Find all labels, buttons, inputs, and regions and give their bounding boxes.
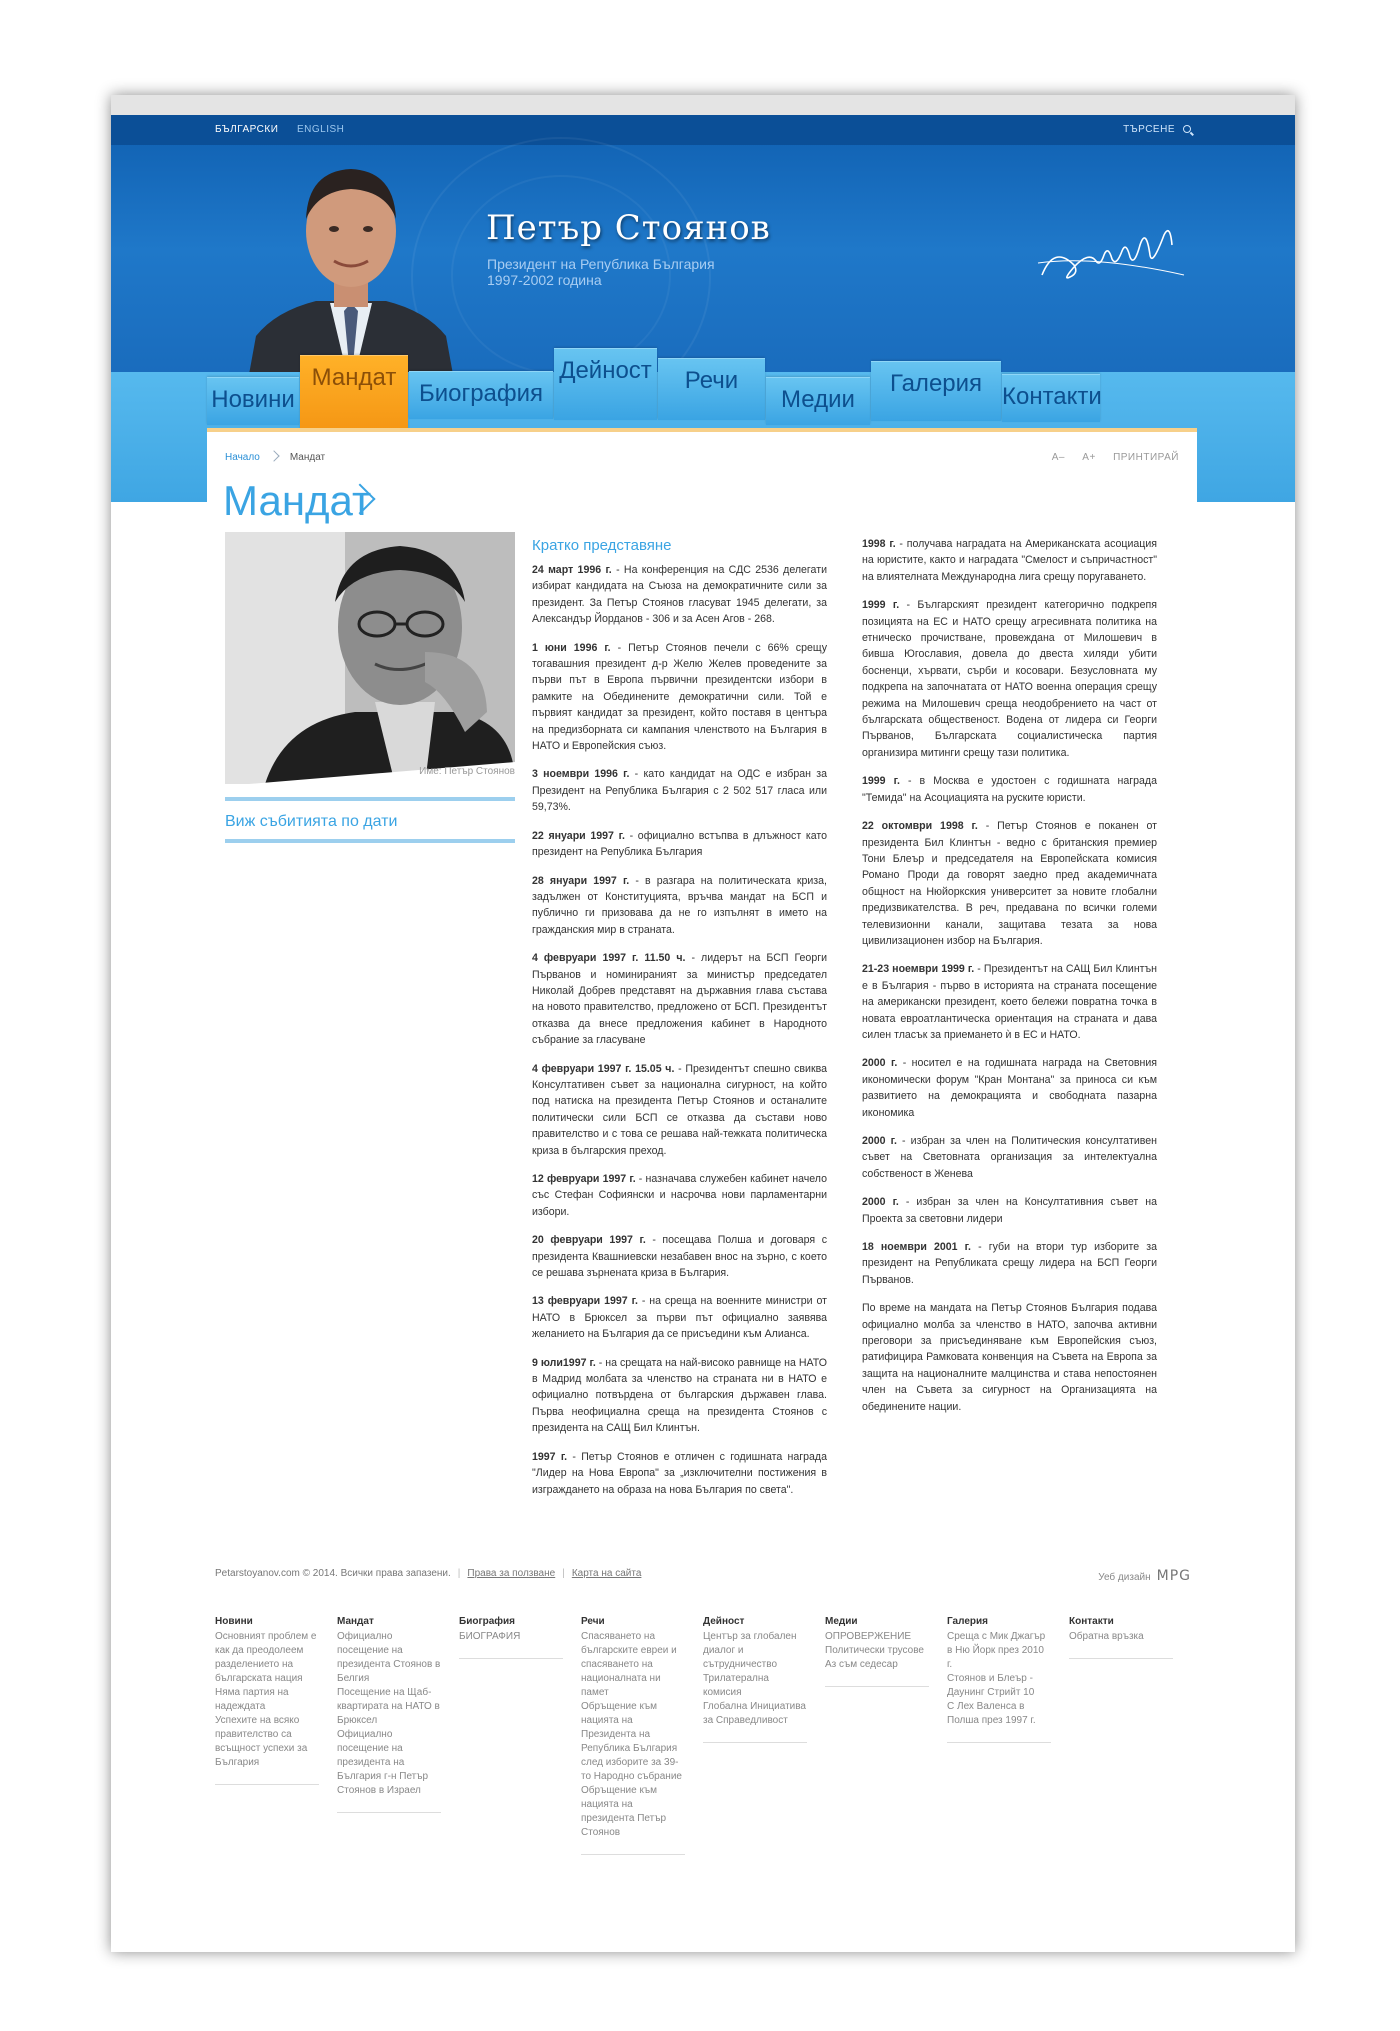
footer-link[interactable]: Спасяването на българските евреи и спасяването на националната ни памет: [581, 1631, 677, 1698]
footer-link[interactable]: Среща с Мик Джагър в Ню Йорк през 2010 г.: [947, 1631, 1046, 1670]
timeline-date: 4 февруари 1997 г. 15.05 ч.: [532, 1062, 675, 1075]
timeline-text: - в Москва е удостоен с годишната награда "Темида" на Асоциацията на руските юристи.: [862, 775, 1157, 804]
footer-link[interactable]: ОПРОВЕРЖЕНИЕ: [825, 1631, 912, 1642]
breadcrumb: [225, 452, 325, 463]
subtitle-line-2: 1997-2002 година: [487, 272, 602, 288]
footer-link[interactable]: Трилатерална комисия: [703, 1673, 769, 1698]
text-column-right: [862, 536, 1157, 1427]
timeline-entry: [532, 828, 827, 861]
timeline-date: 2000 г.: [862, 1135, 897, 1147]
nav-tab-speeches[interactable]: Речи: [658, 358, 765, 420]
signature-image: [1034, 215, 1204, 295]
timeline-entry: [862, 1133, 1157, 1182]
photo-caption: Име: Петър Стоянов: [419, 766, 515, 777]
search-link[interactable]: [1123, 124, 1191, 135]
footer-column: [825, 1615, 929, 1687]
timeline-list-left: [532, 562, 827, 1498]
search-icon: [1183, 125, 1191, 133]
terms-link[interactable]: Права за ползване: [467, 1568, 556, 1579]
timeline-text: - на среща на военните министри от НАТО в Брюксел за първи път официално заявява желанието на България да се присъедини към Алианса.: [532, 1295, 828, 1341]
footer-column-title[interactable]: Галерия: [947, 1616, 988, 1627]
footer-column-title[interactable]: Дейност: [703, 1616, 745, 1627]
search-label: ТЪРСЕНЕ: [1123, 124, 1175, 135]
timeline-list-right: [862, 536, 1157, 1415]
sitemap-link[interactable]: Карта на сайта: [571, 1568, 642, 1579]
timeline-entry: [532, 1171, 827, 1220]
timeline-entry: [862, 1300, 1157, 1415]
lang-bulgarian-link[interactable]: БЪЛГАРСКИ: [215, 124, 279, 135]
timeline-entry: [862, 961, 1157, 1043]
footer-column: [337, 1615, 441, 1813]
timeline-date: 1 юни 1996 г.: [532, 641, 611, 654]
site-subtitle: [487, 256, 715, 288]
timeline-entry: [532, 1232, 827, 1281]
timeline-entry: [862, 1239, 1157, 1288]
timeline-text: - получава наградата на Американската асоциация на юристите, както и наградата "Смелост и съпричастност" на влиятелната Международна лига срещу поругаването.: [862, 538, 1157, 583]
footer-link[interactable]: Глобална Инициатива за Справедливост: [703, 1701, 806, 1726]
timeline-text: По време на мандата на Петър Стоянов България подава официално молба за членство в НАТО, започва активни преговори за присъединяване към Европейския съюз, ратифицира Рамковата конвенция на Съвета на Европа за защита на националните малцинства и става непостоянен член на Съвета за сигурност на Организацията на обединените нации.: [862, 1302, 1157, 1413]
design-label: Уеб дизайн: [1098, 1572, 1151, 1583]
timeline-date: 28 януари 1997 г.: [532, 874, 630, 887]
timeline-date: 22 януари 1997 г.: [532, 829, 625, 842]
timeline-text: - На конференция на СДС 2536 делегати избират кандидата на Съюза на демократичните сили за президент. За Петър Стоянов гласуват 1945 делегати, за Александър Йорданов - 306 и за Асен Агов - 268.: [532, 564, 827, 626]
footer-column: [947, 1615, 1051, 1743]
timeline-entry: [532, 1293, 827, 1342]
breadcrumb-home-link[interactable]: Начало: [225, 452, 260, 463]
photo-illustration: [225, 532, 515, 784]
footer-column: [459, 1615, 563, 1659]
timeline-date: 21-23 ноември 1999 г.: [862, 963, 975, 976]
page-tools: [1038, 452, 1179, 463]
timeline-date: 3 ноември 1996 г.: [532, 768, 630, 781]
main-content: [207, 428, 1197, 1578]
timeline-date: 12 февруари 1997 г.: [532, 1173, 636, 1185]
timeline-date: 1997 г.: [532, 1450, 568, 1463]
timeline-text: - носител е на годишната награда на Световния икономически форум "Кран Монтана" за приноса си към развитието на демокрацията и свободната пазарна икономика: [862, 1057, 1157, 1119]
timeline-text: - като кандидат на ОДС е избран за Президент на Република България с 2 502 517 гласа или 59,73%.: [532, 768, 827, 814]
footer: [111, 1560, 1295, 1960]
timeline-text: - официално встъпва в длъжност като президент на Република България: [532, 829, 828, 859]
timeline-date: 1998 г.: [862, 538, 896, 550]
footer-link[interactable]: Обръщение към нацията на Президента на Република България след изборите за 39-то Народно събрание: [581, 1701, 682, 1782]
timeline-entry: [532, 950, 827, 1048]
footer-column: [703, 1615, 807, 1743]
timeline-entry: [862, 773, 1157, 806]
timeline-date: 9 юли1997 г.: [532, 1356, 596, 1369]
footer-link[interactable]: БИОГРАФИЯ: [459, 1631, 521, 1642]
footer-link[interactable]: Стоянов и Блеър - Даунинг Стрийт 10: [947, 1673, 1035, 1698]
print-button[interactable]: ПРИНТИРАЙ: [1113, 452, 1179, 463]
divider: |: [457, 1568, 461, 1579]
font-increase-button[interactable]: A+: [1082, 452, 1096, 463]
timeline-date: 13 февруари 1997 г.: [532, 1295, 638, 1308]
timeline-entry: [862, 597, 1157, 761]
timeline-text: - в разгара на политическата криза, задължен от Конституцията, връчва мандат на БСП и публично ги призовава да не го изпълнят в името на гражданския мир в страната.: [532, 874, 827, 936]
text-column-left: [532, 536, 827, 1510]
timeline-entry: [532, 640, 827, 755]
design-credit: [1098, 1568, 1191, 1584]
timeline-text: - губи на втори тур изборите за президент на Републиката срещу лидера на БСП Георги Първанов.: [862, 1241, 1157, 1286]
timeline-date: 1999 г.: [862, 599, 900, 612]
timeline-date: 20 февруари 1997 г.: [532, 1234, 646, 1247]
footer-link[interactable]: С Лех Валенса в Полша през 1997 г.: [947, 1701, 1036, 1726]
timeline-text: - назначава служебен кабинет начело със Стефан Софиянски и насрочва нови парламентарни избори.: [532, 1173, 827, 1218]
nav-tab-media[interactable]: Медии: [766, 377, 870, 425]
breadcrumb-current: Мандат: [289, 452, 326, 463]
footer-column-title[interactable]: Новини: [215, 1616, 253, 1627]
footer-column: [1069, 1615, 1173, 1659]
footer-link[interactable]: Официално посещение на президента на България г-н Петър Стоянов в Израел: [337, 1729, 429, 1796]
timeline-text: - Българският президент категорично подкрепя позицията на ЕС и НАТО срещу агресивната политика на етническо прочистване, провеждана от Милошевич в бивша Югославия, довела до двеста хиляди убити босненци, хървати, сърби и косовари. Безусловната му подкрепа на започнатата от НАТО военна операция срещу режима на Милошевич среща неодобрението на част от българската общественост. Водена от лидера си Георги Първанов, Българската социалистическа партия организира митинги срещу тази политика.: [862, 599, 1157, 759]
footer-link[interactable]: Официално посещение на президента Стоянов в Белгия: [337, 1631, 441, 1684]
timeline-date: 22 октомври 1998 г.: [862, 820, 978, 833]
footer-column: [581, 1615, 685, 1855]
nav-tab-news[interactable]: Новини: [207, 377, 299, 425]
mpg-logo[interactable]: MPG: [1156, 1568, 1191, 1584]
events-by-date-link[interactable]: Виж събитията по дати: [225, 797, 515, 843]
footer-column-title[interactable]: Контакти: [1069, 1616, 1114, 1627]
footer-link[interactable]: Основният проблем е как да преодолеем разделението на българската нация: [215, 1631, 317, 1684]
footer-link[interactable]: Няма партия на надеждата: [215, 1687, 289, 1712]
timeline-text: - посещава Полша и договаря с президента Квашниевски незабавен внос на зърно, с което се решава зърнената криза в България.: [532, 1234, 827, 1280]
timeline-date: 18 ноември 2001 г.: [862, 1241, 971, 1254]
footer-link[interactable]: Политически трусове: [825, 1645, 924, 1656]
timeline-text: - лидерът на БСП Георги Първанов и номинираният за министър председател Николай Добрев представят на държавния глава състава на новото правителство, предложено от БСП. Президентът отказва да внесе предложения кабинет в Народното събрание за гласуване: [532, 952, 827, 1047]
timeline-entry: [862, 536, 1157, 585]
footer-link[interactable]: Успехите на всяко правителство са всъщност успехи за България: [215, 1715, 308, 1768]
site-title-name: Петър Стоянов: [486, 208, 771, 248]
footer-link[interactable]: Посещение на Щаб-квартирата на НАТО в Брюксел: [337, 1687, 440, 1726]
footer-link[interactable]: Център за глобален диалог и сътрудничество: [703, 1631, 797, 1670]
timeline-date: 24 март 1996 г.: [532, 564, 612, 576]
timeline-text: - на срещата на най-високо равнище на НАТО в Мадрид молбата за членство на страната ни в НАТО е официално потвърдена от българския държавен глава. Първа неофициална среща на президента Стоянов с президента на САЩ Бил Клинтън.: [532, 1356, 827, 1435]
footer-link[interactable]: Аз съм седесар: [825, 1659, 898, 1670]
timeline-date: 1999 г.: [862, 775, 900, 788]
footer-column-title[interactable]: Речи: [581, 1616, 605, 1627]
timeline-entry: [532, 1061, 827, 1159]
footer-link[interactable]: Обратна връзка: [1069, 1631, 1144, 1642]
page-title: Мандат: [223, 477, 372, 524]
font-decrease-button[interactable]: A–: [1051, 452, 1065, 463]
timeline-entry: [532, 562, 827, 628]
footer-column-title[interactable]: Мандат: [337, 1616, 374, 1627]
timeline-text: - Президентът на САЩ Бил Клинтън е в България - първо в историята на страната посещение на американски президент, което бележи повратна точка в новата евроатлантическа ориентация на страната и дава силен тласък за приемането ѝ в ЕС и НАТО.: [862, 963, 1157, 1041]
divider: |: [562, 1568, 565, 1579]
copyright-text: Petarstoyanov.com © 2014. Всички права запазени.: [215, 1568, 451, 1579]
nav-tab-activity[interactable]: Дейност: [554, 348, 657, 420]
timeline-entry: [532, 1449, 827, 1498]
lang-english-link[interactable]: ENGLISH: [297, 124, 345, 135]
timeline-text: - Петър Стоянов е поканен от президента Бил Клинтън - ведно с британския премиер Тони Блеър и председателя на Европейската комисия Романо Проди да говорят заедно пред академичната общност на Нюйоркския университет за новите глобални предизвикателства. В реч, предавана по всички големи телевизионни канали, защитава тезата за нова цивилизационен избор на България.: [862, 820, 1157, 947]
timeline-date: 2000 г.: [862, 1196, 899, 1209]
nav-tab-gallery[interactable]: Галерия: [871, 361, 1001, 421]
timeline-text: - Президентът спешно свиква Консултативен съвет за национална сигурност, на който под натиска на президента Петър Стоянов и останалите политически сили БСП се отказва да състави ново правителство и с това се решава най-тежката политическа криза в българския преход.: [532, 1062, 827, 1157]
timeline-text: - избран за член на Консултативния съвет на Проекта за световни лидери: [862, 1196, 1157, 1225]
timeline-text: - Петър Стоянов печели с 66% срещу тогавашния президент д-р Желю Желев проведените за първи път в Европа първични президентски избори в рамките на Обединените демократични сили. Той е първият кандидат за президент, който поставя в центъра на предизборната си кампания членството на България в НАТО и Европейския съюз.: [532, 641, 827, 753]
mandate-photo: [225, 532, 515, 784]
nav-tab-mandate[interactable]: Мандат: [300, 355, 408, 445]
timeline-entry: [862, 1194, 1157, 1227]
footer-column-title[interactable]: Биография: [459, 1616, 516, 1627]
timeline-entry: [862, 1055, 1157, 1121]
footer-column-title[interactable]: Медии: [825, 1616, 858, 1627]
timeline-entry: [532, 873, 827, 939]
timeline-date: 2000 г.: [862, 1057, 898, 1070]
timeline-entry: [862, 818, 1157, 949]
timeline-entry: [532, 1355, 827, 1437]
footer-copyright-bar: [215, 1568, 641, 1579]
nav-tab-biography[interactable]: Биография: [409, 371, 553, 419]
chevron-right-icon: [268, 450, 279, 461]
subtitle-line-1: Президент на Република България: [487, 256, 715, 272]
timeline-text: - избран за член на Политическия консултативен съвет на Световната организация за интелектуална собственост в Женева: [862, 1135, 1157, 1180]
top-bar: [111, 115, 1295, 145]
footer-column: [215, 1615, 319, 1785]
timeline-date: 4 февруари 1997 г. 11.50 ч.: [532, 952, 686, 965]
section-title: Кратко представяне: [532, 537, 672, 554]
nav-tab-contacts[interactable]: Контакти: [1002, 374, 1100, 422]
timeline-text: - Петър Стоянов е отличен с годишната награда "Лидер на Нова Европа" за „изключителни постижения в изграждането на образа на нова България по света".: [532, 1450, 827, 1496]
timeline-entry: [532, 766, 827, 815]
footer-link[interactable]: Обръщение към нацията на президента Петър Стоянов: [581, 1785, 667, 1838]
